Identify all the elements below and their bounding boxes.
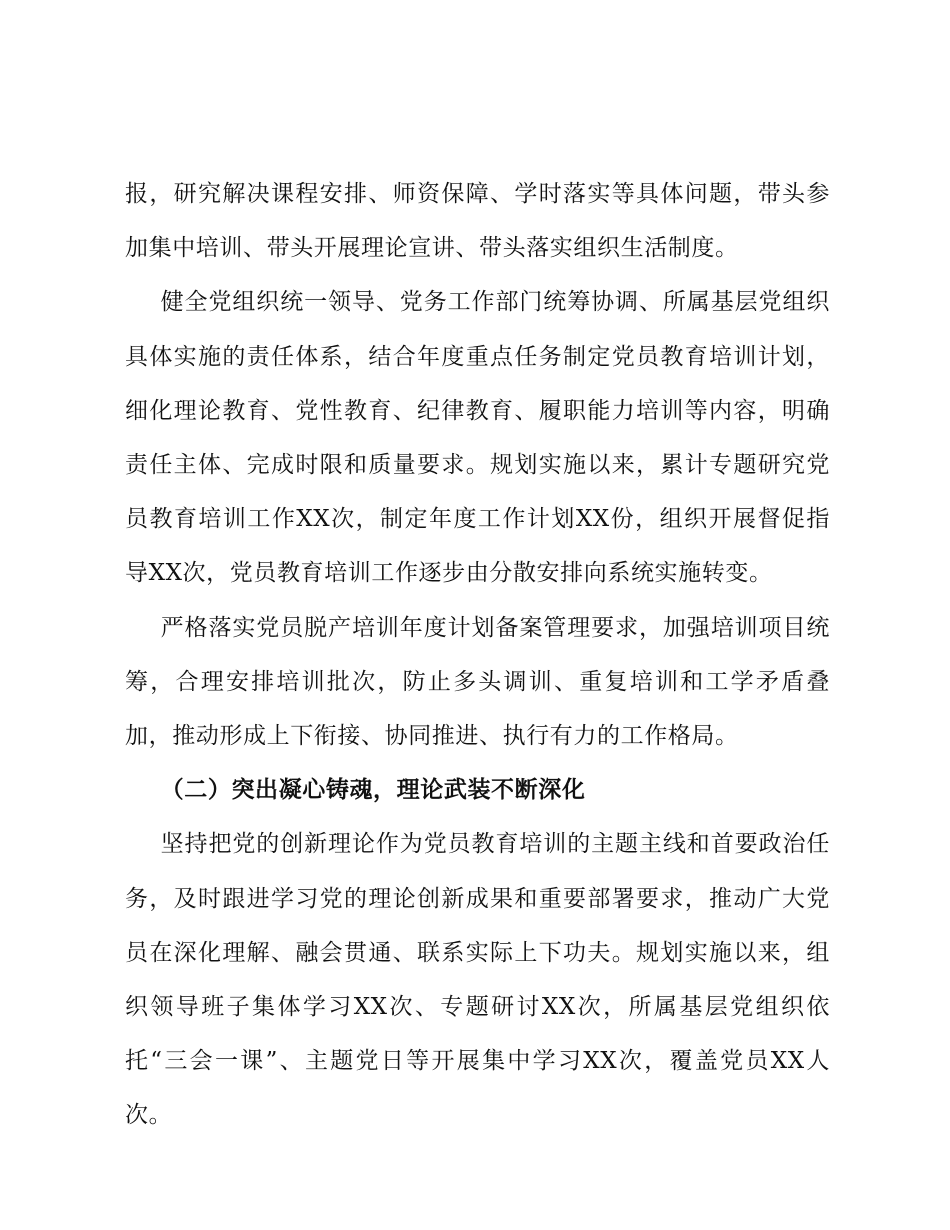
paragraph-training-plan: 严格落实党员脱产培训年度计划备案管理要求，加强培训项目统筹，合理安排培训批次，防止多头调训、重复培训和工学矛盾叠加，推动形成上下衔接、协同推进、执行有力的工作格局。 xyxy=(125,614,830,750)
section-heading: （二）突出凝心铸魂，理论武装不断深化 xyxy=(160,777,586,804)
paragraph-responsibility-system: 健全党组织统一领导、党务工作部门统筹协调、所属基层党组织具体实施的责任体系，结合年度重点任务制定党员教育培训计划，细化理论教育、党性教育、纪律教育、履职能力培训等内容，明确责任主体、完成时限和质量要求。规划实施以来，累计专题研究党员教育培训工作XX次，制定年度工作计划XX份，组织开展督促指导XX次，党员教育培训工作逐步由分散安排向系统实施转变。 xyxy=(125,289,830,587)
document-body xyxy=(125,167,830,1143)
paragraph-theory-study: 坚持把党的创新理论作为党员教育培训的主题主线和首要政治任务，及时跟进学习党的理论创新成果和重要部署要求，推动广大党员在深化理解、融会贯通、联系实际上下功夫。规划实施以来，组织领导班子集体学习XX次、专题研讨XX次，所属基层党组织依托“三会一课”、主题党日等开展集中学习XX次，覆盖党员XX人次。 xyxy=(125,831,830,1129)
paragraph-continuation: 报，研究解决课程安排、师资保障、学时落实等具体问题，带头参加集中培训、带头开展理论宣讲、带头落实组织生活制度。 xyxy=(125,181,830,262)
